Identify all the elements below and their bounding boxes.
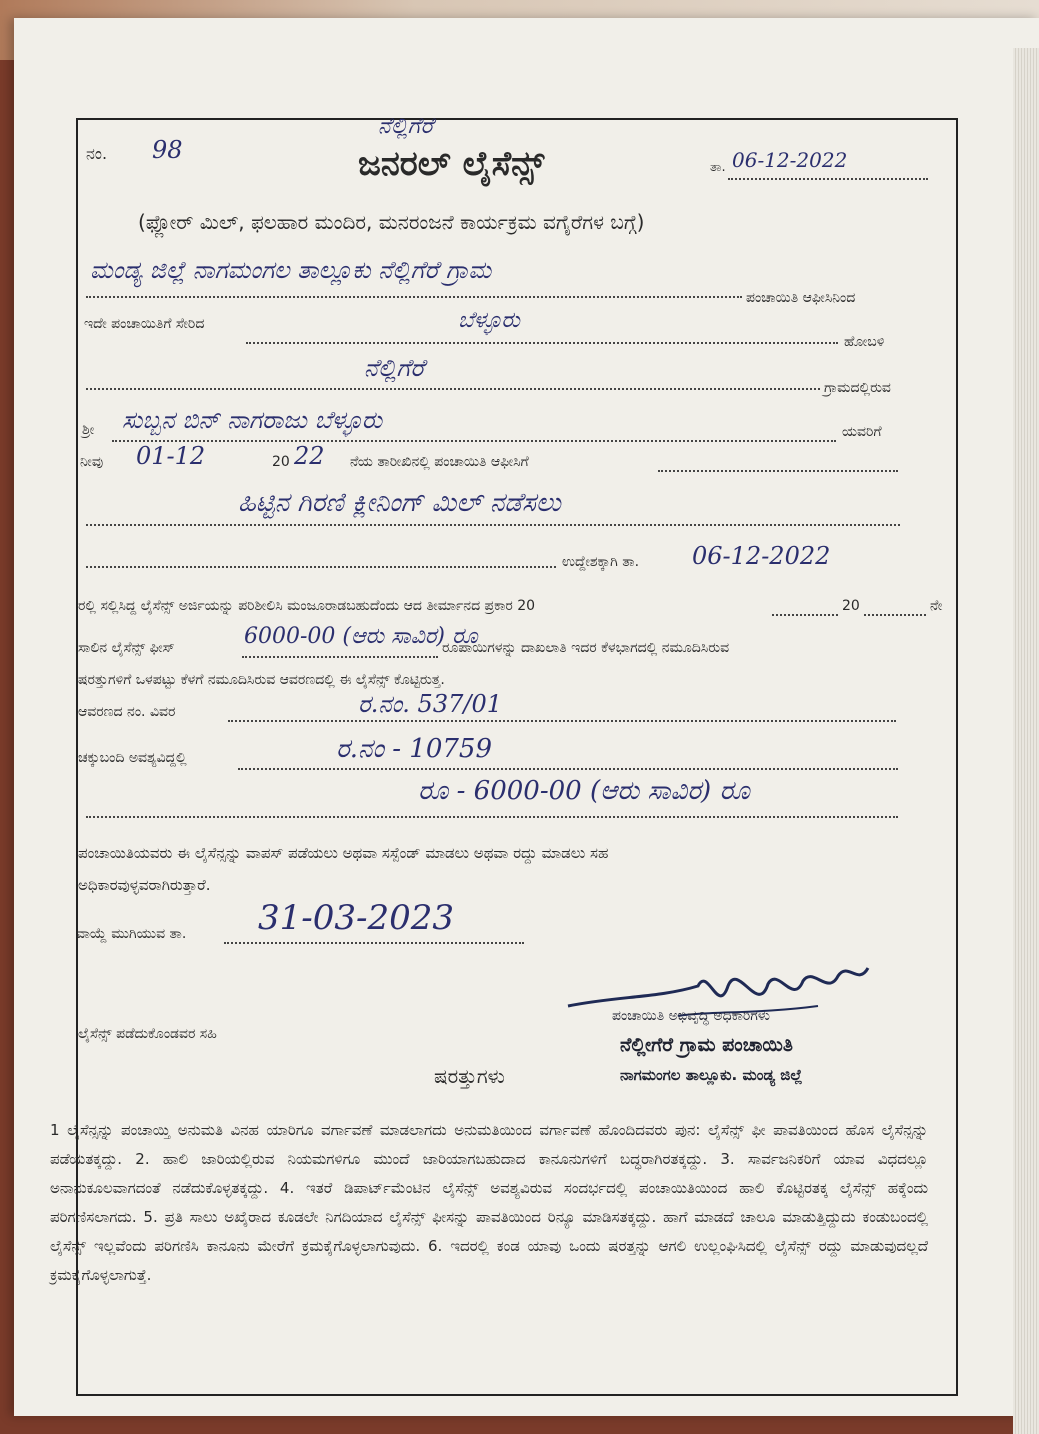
approval-dots-1 bbox=[772, 614, 838, 616]
date-dots bbox=[728, 178, 928, 180]
applied-suffix: ನೆಯ ತಾರೀಖಿನಲ್ಲಿ ಪಂಚಾಯಿತಿ ಆಫೀಸಿಗೆ bbox=[350, 454, 529, 470]
approval-year2: 20 bbox=[842, 598, 860, 614]
expiry-value: 31-03-2023 bbox=[258, 898, 455, 938]
license-title: ಜನರಲ್ ಲೈಸೆನ್ಸ್ bbox=[358, 144, 545, 184]
fee-prefix: ಸಾಲಿನ ಲೈಸೆನ್ಸ್ ಫೀಸ್ bbox=[78, 640, 175, 656]
person-label: ಯವರಿಗೆ bbox=[842, 424, 882, 440]
approval-suffix: ನೇ bbox=[930, 598, 943, 614]
page-stack-edges bbox=[1013, 48, 1039, 1434]
village-value: ನೆಲ್ಲಿಗೆರೆ bbox=[364, 354, 425, 382]
expiry-label: ವಾಯ್ದೆ ಮುಗಿಯುವ ತಾ. bbox=[76, 926, 187, 942]
panchayat-dots bbox=[86, 296, 742, 298]
applied-dots bbox=[658, 470, 898, 472]
hobli-value: ಬೆಳ್ಳೂರು bbox=[458, 308, 520, 333]
purpose-value: ಹಿಟ್ಟಿನ ಗಿರಣಿ ಕ್ಲೀನಿಂಗ್ ಮಿಲ್ ನಡೆಸಲು bbox=[238, 488, 561, 518]
applied-day: 01-12 bbox=[136, 442, 206, 470]
serial-value: 98 bbox=[152, 136, 183, 164]
purpose-dots bbox=[86, 524, 900, 526]
holder-signature-label: ಲೈಸೆನ್ಸ್ ಪಡೆದುಕೊಂಡವರ ಸಹಿ bbox=[78, 1026, 217, 1042]
rules-text: 1 ಲೈಸೆನ್ಸನ್ನು ಪಂಚಾಯ್ತಿ ಅನುಮತಿ ವಿನಹ ಯಾರಿಗೂ ವರ್ಗಾವಣೆ ಮಾಡಲಾಗದು ಅನುಮತಿಯಿಂದ ವರ್ಗಾವಣೆ ಹೊಂದಿದವರು ಪುನ: ಲೈಸೆನ್ಸ್ ಫೀ ಪಾವತಿಯಿಂದ ಹೊಸ ಲೈಸೆನ್ಸನ್ನು ಪಡೆಯತಕ್ಕದ್ದು. 2. ಹಾಲಿ ಜಾರಿಯಲ್ಲಿರುವ ನಿಯಮಗಳಿಗೂ ಮುಂದೆ ಜಾರಿಯಾಗಬಹುದಾದ ಕಾನೂನುಗಳಿಗೆ ಬದ್ಧರಾಗಿರತಕ್ಕದ್ದು. 3. ಸಾರ್ವಜನಿಕರಿಗೆ ಯಾವ ವಿಧದಲ್ಲೂ ಅನಾನುಕೂಲವಾಗದಂತೆ ನಡೆದುಕೊಳ್ಳತಕ್ಕದ್ದು. 4. ಇತರೆ ಡಿಪಾರ್ಟ್‌ಮೆಂಟಿನ ಲೈಸೆನ್ಸ್ ಅವಶ್ಯವಿರುವ ಸಂದರ್ಭದಲ್ಲಿ ಪಂಚಾಯಿತಿಯಿಂದ ಹಾಲಿ ಕೊಟ್ಟಿರತಕ್ಕ ಲೈಸೆನ್ಸ್ ಹಕ್ಕೆಂದು ಪರಿಗಣಿಸಲಾಗದು. 5. ಪ್ರತಿ ಸಾಲು ಅಖೈರಾದ ಕೂಡಲೇ ನಿಗದಿಯಾದ ಲೈಸೆನ್ಸ್ ಫೀಸನ್ನು ಪಾವತಿಯಿಂದ ರಿನ್ಯೂ ಮಾಡಿಸತಕ್ಕದ್ದು. ಹಾಗೆ ಮಾಡದೆ ಚಾಲೂ ಮಾಡುತ್ತಿದ್ದುದು ಕಂಡುಬಂದಲ್ಲಿ ಲೈಸೆನ್ಸ್ ಇಲ್ಲವೆಂದು ಪರಿಗಣಿಸಿ ಕಾನೂನು ಮೇರೆಗೆ ಕ್ರಮಕೈಗೊಳ್ಳಲಾಗುವುದು. 6. ಇದರಲ್ಲಿ ಕಂಡ ಯಾವು ಒಂದು ಷರತ್ತನ್ನು ಆಗಲಿ ಉಲ್ಲಂಘಿಸಿದಲ್ಲಿ ಲೈಸೆನ್ಸ್ ರದ್ದು ಮಾಡುವುದಲ್ಲದೆ ಕ್ರಮಕೈಗೊಳ್ಳಲಾಗುತ್ತೆ. bbox=[50, 1121, 928, 1284]
authority-line2: ಅಧಿಕಾರವುಳ್ಳವರಾಗಿರುತ್ತಾರೆ. bbox=[78, 876, 211, 894]
dept-note: ನೆಲ್ಲಿಗೆರೆ bbox=[378, 114, 434, 139]
panchayat-name: ಮಂಡ್ಯ ಜಿಲ್ಲೆ ನಾಗಮಂಗಲ ತಾಲ್ಲೂಕು ನೆಲ್ಲಿಗೆರೆ ಗ್ರಾಮ bbox=[90, 256, 492, 284]
premises-label: ಆವರಣದ ನಂ. ವಿವರ bbox=[78, 704, 176, 720]
purpose-label: ಉದ್ದೇಶಕ್ಕಾಗಿ ತಾ. bbox=[562, 554, 640, 570]
fee-suffix: ರೂಪಾಯಿಗಳನ್ನು ದಾಖಲಾತಿ ಇದರ ಕೆಳಭಾಗದಲ್ಲಿ ನಮೂದಿಸಿರುವ bbox=[442, 640, 730, 656]
applied-prefix: ನೀವು bbox=[80, 454, 104, 470]
panchayat-suffix: ಪಂಚಾಯಿತಿ ಆಫೀಸಿನಿಂದ bbox=[746, 290, 856, 306]
fee-dots bbox=[242, 656, 438, 658]
panchayat-prefix: ಇದೇ ಪಂಚಾಯಿತಿಗೆ ಸೇರಿದ bbox=[84, 316, 205, 332]
premises-value: ರ.ನಂ. 537/01 bbox=[358, 690, 502, 718]
applied-year: 22 bbox=[294, 442, 325, 470]
person-dots bbox=[112, 440, 836, 442]
purpose-date: 06-12-2022 bbox=[692, 542, 831, 570]
premises-dots bbox=[228, 720, 896, 722]
purpose-dots-2 bbox=[86, 566, 556, 568]
stamp-line1: ನೆಲ್ಲೀಗೆರೆ ಗ್ರಾಮ ಪಂಚಾಯಿತಿ bbox=[620, 1034, 793, 1056]
boundary-label: ಚಕ್ಕುಬಂದಿ ಅವಶ್ಯವಿದ್ದಲ್ಲಿ bbox=[78, 750, 187, 766]
person-value: ಸುಬ್ಬನ ಬಿನ್ ನಾಗರಾಜು ಬೆಳ್ಳೂರು bbox=[122, 406, 383, 434]
boundary-dots bbox=[238, 768, 898, 770]
amount-value: ರೂ - 6000-00 (ಆರು ಸಾವಿರ) ರೂ bbox=[418, 776, 750, 806]
fee-value: 6000-00 (ಆರು ಸಾವಿರ) ರೂ bbox=[244, 624, 478, 649]
village-dots bbox=[86, 388, 820, 390]
authority-line1: ಪಂಚಾಯಿತಿಯವರು ಈ ಲೈಸೆನ್ಸನ್ನು ವಾಪಸ್ ಪಡೆಯಲು ಅಥವಾ ಸಸ್ಪೆಂಡ್ ಮಾಡಲು ಅಥವಾ ರದ್ದು ಮಾಡಲು ಸಹ bbox=[78, 844, 609, 862]
fee-line2: ಷರತ್ತುಗಳಿಗೆ ಒಳಪಟ್ಟು ಕೆಳಗೆ ನಮೂದಿಸಿರುವ ಆವರಣದಲ್ಲಿ ಈ ಲೈಸೆನ್ಸ್ ಕೊಟ್ಟಿರುತ್ತ. bbox=[78, 672, 445, 688]
date-value: 06-12-2022 bbox=[732, 148, 848, 172]
hobli-label: ಹೋಬಳಿ bbox=[844, 334, 885, 350]
person-prefix: ಶ್ರೀ bbox=[82, 422, 95, 438]
village-label: ಗ್ರಾಮದಲ್ಲಿರುವ bbox=[824, 380, 891, 396]
approval-text: ರಲ್ಲಿ ಸಲ್ಲಿಸಿದ್ದ ಲೈಸೆನ್ಸ್ ಅರ್ಜಿಯನ್ನು ಪರಿಶೀಲಿಸಿ ಮಂಜೂರಾಡಬಹುದೆಂದು ಆದ ತೀರ್ಮಾನದ ಪ್ರಕಾರ 20 bbox=[78, 598, 536, 614]
officer-title: ಪಂಚಾಯಿತಿ ಅಭಿವೃದ್ಧಿ ಅಧಿಕಾರಿಗಳು bbox=[612, 1008, 770, 1024]
hobli-dots bbox=[246, 342, 838, 344]
document-page bbox=[14, 18, 1039, 1416]
amount-dots bbox=[86, 816, 898, 818]
expiry-dots bbox=[224, 942, 524, 944]
date-label: ತಾ. bbox=[710, 160, 726, 175]
boundary-value: ರ.ನಂ - 10759 bbox=[336, 734, 493, 764]
officer-signature bbox=[558, 956, 888, 1046]
serial-label: ನಂ. bbox=[86, 144, 108, 163]
license-subtitle: (ಫ್ಲೋರ್ ಮಿಲ್, ಫಲಹಾರ ಮಂದಿರ, ಮನರಂಜನೆ ಕಾರ್ಯಕ್ರಮ ವಗೈರೆಗಳ ಬಗ್ಗೆ) bbox=[138, 210, 645, 234]
applied-year-prefix: 20 bbox=[272, 454, 290, 470]
rules-heading: ಷರತ್ತುಗಳು bbox=[434, 1064, 505, 1088]
stamp-line2: ನಾಗಮಂಗಲ ತಾಲ್ಲೂಕು. ಮಂಡ್ಯ ಜಿಲ್ಲೆ bbox=[620, 1066, 803, 1084]
approval-dots-2 bbox=[864, 614, 926, 616]
